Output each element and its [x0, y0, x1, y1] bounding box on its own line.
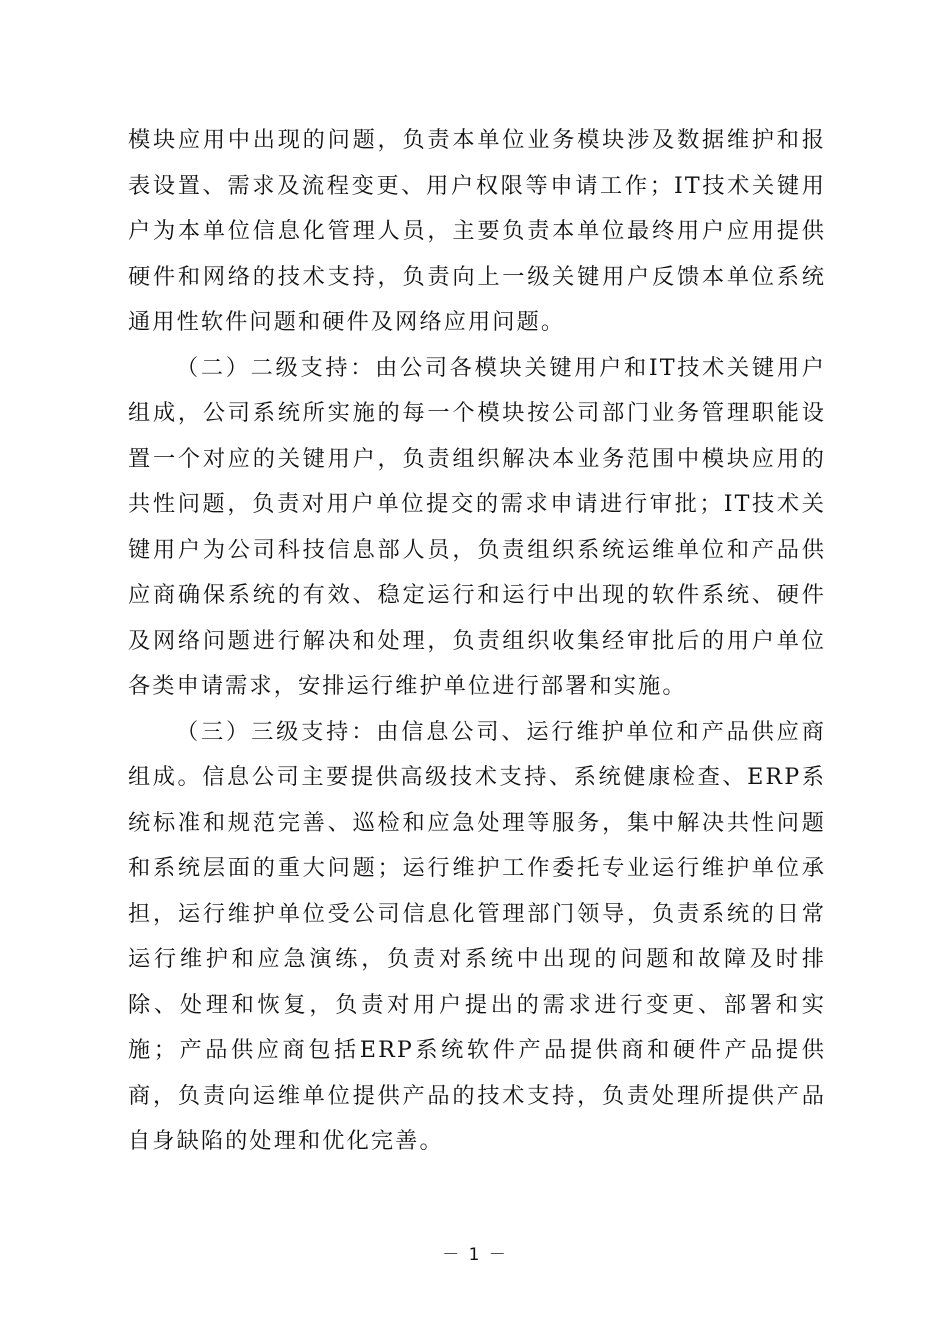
body-text [128, 118, 826, 1165]
paragraph-level-three-support: （三）三级支持：由信息公司、运行维护单位和产品供应商组成。信息公司主要提供高级技术支持、系统健康检查、ERP系统标准和规范完善、巡检和应急处理等服务，集中解决共性问题和系统层面的重大问题；运行维护工作委托专业运行维护单位承担，运行维护单位受公司信息化管理部门领导，负责系统的日常运行维护和应急演练，负责对系统中出现的问题和故障及时排除、处理和恢复，负责对用户提出的需求进行变更、部署和实施；产品供应商包括ERP系统软件产品提供商和硬件产品提供商，负责向运维单位提供产品的技术支持，负责处理所提供产品自身缺陷的处理和优化完善。 [128, 718, 826, 1154]
paragraph-level-two-support: （二）二级支持：由公司各模块关键用户和IT技术关键用户组成，公司系统所实施的每一个模块按公司部门业务管理职能设置一个对应的关键用户，负责组织解决本业务范围中模块应用的共性问题，负责对用户单位提交的需求申请进行审批；IT技术关键用户为公司科技信息部人员，负责组织系统运维单位和产品供应商确保系统的有效、稳定运行和运行中出现的软件系统、硬件及网络问题进行解决和处理，负责组织收集经审批后的用户单位各类申请需求，安排运行维护单位进行部署和实施。 [128, 354, 826, 699]
paragraph-continuation: 模块应用中出现的问题，负责本单位业务模块涉及数据维护和报表设置、需求及流程变更、用户权限等申请工作；IT技术关键用户为本单位信息化管理人员，主要负责本单位最终用户应用提供硬件和网络的技术支持，负责向上一级关键用户反馈本单位系统通用性软件问题和硬件及网络应用问题。 [128, 127, 826, 335]
page-number: － 1 － [442, 1245, 508, 1265]
